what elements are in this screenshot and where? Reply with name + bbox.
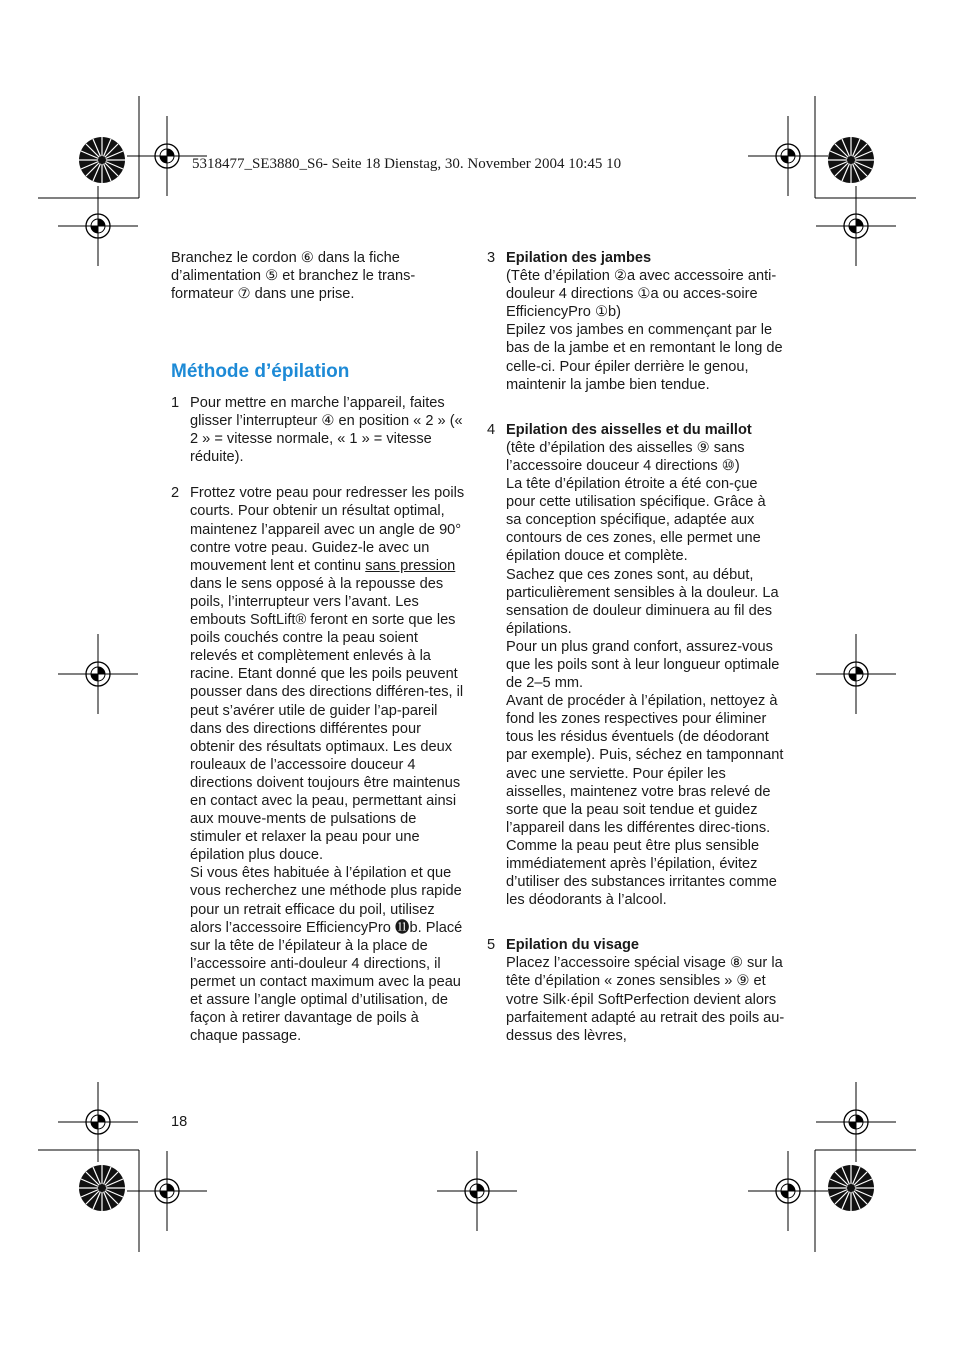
step-text: La tête d’épilation étroite a été con-çue pour cette utilisation spécifique. Grâce à sa conception spécifique, adaptée aux contours de ces zones, elle permet une épilation douce et complète. (506, 476, 766, 565)
print-header: 5318477_SE3880_S6- Seite 18 Dienstag, 30. November 2004 10:45 10 (192, 156, 622, 172)
step-text: Placez l’accessoire spécial visage ⑧ sur la tête d’épilation « zones sensibles » ⑨ et votre Silk·épil SoftPerfection devient alors parfaitement adapté au retrait des poils au-dessus des lèvres, (506, 955, 785, 1044)
intro-paragraph (171, 249, 471, 303)
crosshair-icon (816, 634, 896, 714)
step-number: 1 (171, 395, 180, 411)
registration-star-icon (79, 1165, 125, 1211)
step-2 (171, 484, 469, 1045)
step-text: Avant de procéder à l’épilation, nettoyez à fond les zones respectives pour éliminer tous les résidus éventuels (de déodorant par exemple). Puis, séchez en tamponnant avec une serviette. Pour épiler les aisselles, maintenez votre bras relevé de sorte que la peau soit tendue et guidez l’appareil dans les différentes direc-tions. (506, 693, 784, 836)
registration-star-icon (828, 137, 874, 183)
step-5 (487, 936, 785, 1045)
registration-star-icon (79, 137, 125, 183)
left-column (171, 394, 469, 1045)
page-number: 18 (171, 1114, 188, 1130)
step-3 (487, 249, 785, 394)
underlined-emphasis: sans pression (365, 557, 456, 574)
step-text: Pour mettre en marche l’appareil, faites glisser l’interrupteur ④ en position « 2 » (« 2 » = vitesse normale, « 1 » = vitesse réduite). (190, 395, 463, 466)
step-text: (Tête d’épilation ②a avec accessoire anti-douleur 4 directions ①a ou acces-soire EfficiencyPro ①b) (506, 268, 777, 321)
crosshair-icon (748, 116, 828, 196)
crosshair-icon (437, 1151, 517, 1231)
step-text: Epilez vos jambes en commençant par le bas de la jambe et en remontant le long de celle-ci. Pour épiler derrière le genou, maintenir la jambe bien tendue. (506, 322, 783, 393)
right-column (487, 249, 785, 1045)
crosshair-icon (748, 1151, 828, 1231)
section-title: Méthode d’épilation (171, 361, 350, 382)
step-title: Epilation des aisselles et du maillot (506, 421, 752, 438)
step-text: Pour un plus grand confort, assurez-vous que les poils sont à leur longueur optimale de 2–5 mm. (506, 638, 780, 692)
step-1 (171, 394, 469, 466)
step-4 (487, 421, 785, 910)
step-text: Si vous êtes habituée à l’épilation et que vous recherchez une méthode plus rapide pour un retrait efficace du poil, utilisez alors l’accessoire EfficiencyPro ⓫b. Placé sur la tête de l’épilateur à la place de l’accessoire anti-douleur 4 directions, il permet un contact maximum avec la peau et assure l’angle optimal d’utilisation, de façon à retirer davantage de poils à chaque passage. (190, 865, 463, 1045)
step-title: Epilation du visage (506, 937, 639, 954)
step-text: Sachez que ces zones sont, au début, particulièrement sensibles à la douleur. La sensation de douleur diminuera au fil des épilations. (506, 566, 779, 637)
step-number: 4 (487, 421, 496, 438)
step-text: (tête d’épilation des aisselles ⑨ sans l’accessoire douceur 4 directions ⑩) (506, 439, 745, 474)
step-title: Epilation des jambes (506, 250, 652, 266)
step-text: Frottez votre peau pour redresser les poils courts. Pour obtenir un résultat optimal, maintenez l’appareil avec un angle de 90° contre votre peau. Guidez-le avec un mouvement lent et continu sans pression dans le sens opposé à la repousse des poils, l’interrupteur vers l’avant. Les embouts SoftLift® feront en sorte que les poils couchés contre la peau soient relevés et complètement enlevés à la racine. Etant donné que les poils peuvent pousser dans des directions différen-tes, il peut s’avérer utile de guider l’ap-pareil dans des directions différentes pour obtenir des résultats optimaux. Les deux rouleaux de l’accessoire douceur 4 directions doivent toujours être maintenus en contact avec la peau, permettant ainsi aux mouve-ments de pulsations de stimuler et relaxer la peau pour une épilation plus douce. (190, 485, 465, 864)
step-number: 2 (171, 485, 180, 502)
step-text: Comme la peau peut être plus sensible immédiatement après l’épilation, évitez d’utiliser des substances irritantes comme les déodorants à l’alcool. (506, 837, 777, 909)
registration-star-icon (828, 1165, 874, 1211)
step-number: 5 (487, 937, 496, 954)
crosshair-icon (58, 634, 138, 714)
intro-text: Branchez le cordon ⑥ dans la fiche d’alimentation ⑤ et branchez le trans-formateur ⑦ dans une prise. (171, 250, 416, 303)
step-number: 3 (487, 250, 496, 266)
